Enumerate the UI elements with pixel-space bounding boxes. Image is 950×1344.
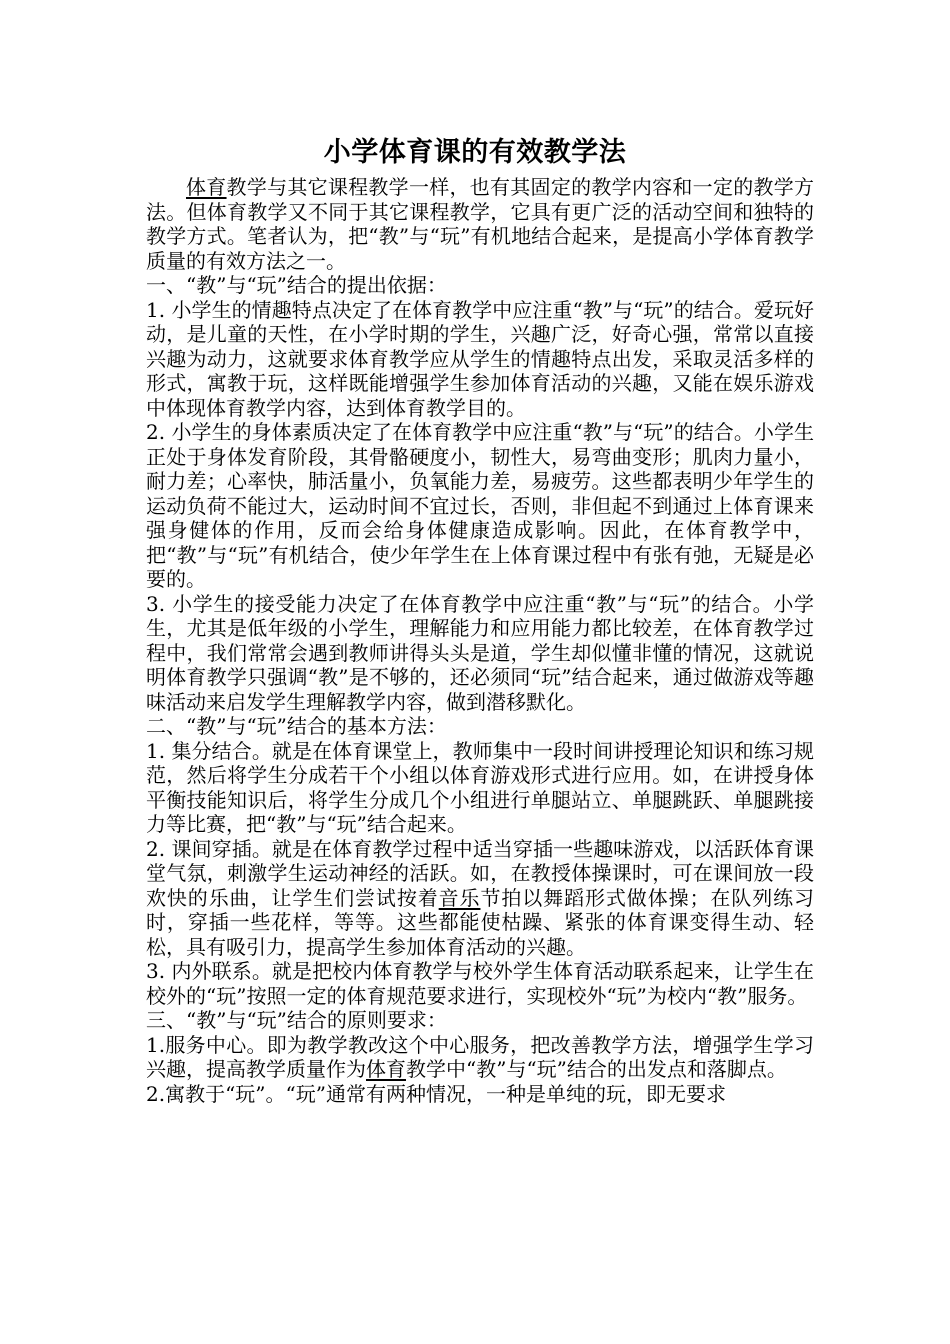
document-body (146, 175, 814, 1106)
paragraph (146, 837, 814, 960)
paragraph (146, 298, 814, 421)
paragraph-text: 二、“教”与“玩”结合的基本方法： (146, 714, 447, 738)
paragraph (146, 1033, 814, 1082)
paragraph-text: 节拍以舞蹈形式做体操；在队列练习时，穿插一些花样，等等。这些都能使枯躁、紧张的体育课变得生动、轻松，具有吸引力，提高学生参加体育活动的兴趣。 (146, 885, 815, 959)
paragraph-text: 2. 课间穿插。就是在体育教学过程中适当穿插一些趣味游戏，以活跃体育课堂气氛，刺激学生运动神经的活跃。如，在教授体操课时，可在课间放一段欢快的乐曲，让学生们尝试按着 (146, 836, 814, 910)
document-title: 小学体育课的有效教学法 (323, 137, 627, 168)
paragraph (146, 1082, 814, 1107)
paragraph-text: 2.寓教于“玩”。“玩”通常有两种情况，一种是单纯的玩，即无要求 (146, 1081, 726, 1106)
paragraph (146, 739, 814, 837)
paragraph (146, 1008, 814, 1033)
paragraph (146, 420, 814, 592)
inline-link[interactable]: 体育 (186, 175, 227, 199)
paragraph (146, 175, 814, 273)
paragraph (146, 592, 814, 715)
paragraph (146, 959, 814, 1008)
paragraph-text: 3. 小学生的接受能力决定了在体育教学中应注重“教”与“玩”的结合。小学生，尤其是低年级的小学生，理解能力和应用能力都比较差，在体育教学过程中，我们常常会遇到教师讲得头头是道，学生却似懂非懂的情况，这就说明体育教学只强调“教”是不够的，还必须同“玩”结合起来，通过做游戏等趣味活动来启发学生理解教学内容，做到潜移默化。 (146, 591, 814, 714)
paragraph-text: 2. 小学生的身体素质决定了在体育教学中应注重“教”与“玩”的结合。小学生正处于身体发育阶段，其骨骼硬度小，韧性大，易弯曲变形；肌肉力量小，耐力差；心率快，肺活量小，负氧能力差，易疲劳。这些都表明少年学生的运动负荷不能过大，运动时间不宜过长，否则，非但起不到通过上体育课来强身健体的作用，反而会给身体健康造成影响。因此，在体育教学中，把“教”与“玩”有机结合，使少年学生在上体育课过程中有张有弛，无疑是必要的。 (146, 420, 814, 591)
paragraph-text: 三、“教”与“玩”结合的原则要求： (146, 1008, 447, 1032)
paragraph-text: 1. 小学生的情趣特点决定了在体育教学中应注重“教”与“玩”的结合。爱玩好动，是儿童的天性，在小学时期的学生，兴趣广泛，好奇心强，常常以直接兴趣为动力，这就要求体育教学应从学生的情趣特点出发，采取灵活多样的形式，寓教于玩，这样既能增强学生参加体育活动的兴趣，又能在娱乐游戏中体现体育教学内容，达到体育教学目的。 (146, 297, 814, 420)
paragraph-text: 教学与其它课程教学一样，也有其固定的教学内容和一定的教学方法。但体育教学又不同于其它课程教学，它具有更广泛的活动空间和独特的教学方式。笔者认为，把“教”与“玩”有机地结合起来，是提高小学体育教学质量的有效方法之一。 (146, 175, 815, 273)
inline-link[interactable]: 音乐 (438, 885, 481, 910)
paragraph (146, 714, 814, 739)
paragraph-text: 1.服务中心。即为教学教改这个中心服务，把改善教学方法，增强学生学习兴趣，提高教学质量作为 (146, 1032, 814, 1081)
inline-link[interactable]: 体育 (366, 1057, 406, 1081)
paragraph-text: 一、“教”与“玩”结合的提出依据： (146, 273, 447, 297)
paragraph-text: 教学中“教”与“玩”结合的出发点和落脚点。 (406, 1057, 787, 1081)
paragraph-text: 1. 集分结合。就是在体育课堂上，教师集中一段时间讲授理论知识和练习规范，然后将学生分成若干个小组以体育游戏形式进行应用。如，在讲授身体平衡技能知识后，将学生分成几个小组进行单腿站立、单腿跳跃、单腿跳接力等比赛，把“教”与“玩”结合起来。 (146, 738, 814, 836)
paragraph (146, 273, 814, 298)
paragraph-text: 3. 内外联系。就是把校内体育教学与校外学生体育活动联系起来，让学生在校外的“玩”按照一定的体育规范要求进行，实现校外“玩”为校内“教”服务。 (146, 959, 814, 1008)
